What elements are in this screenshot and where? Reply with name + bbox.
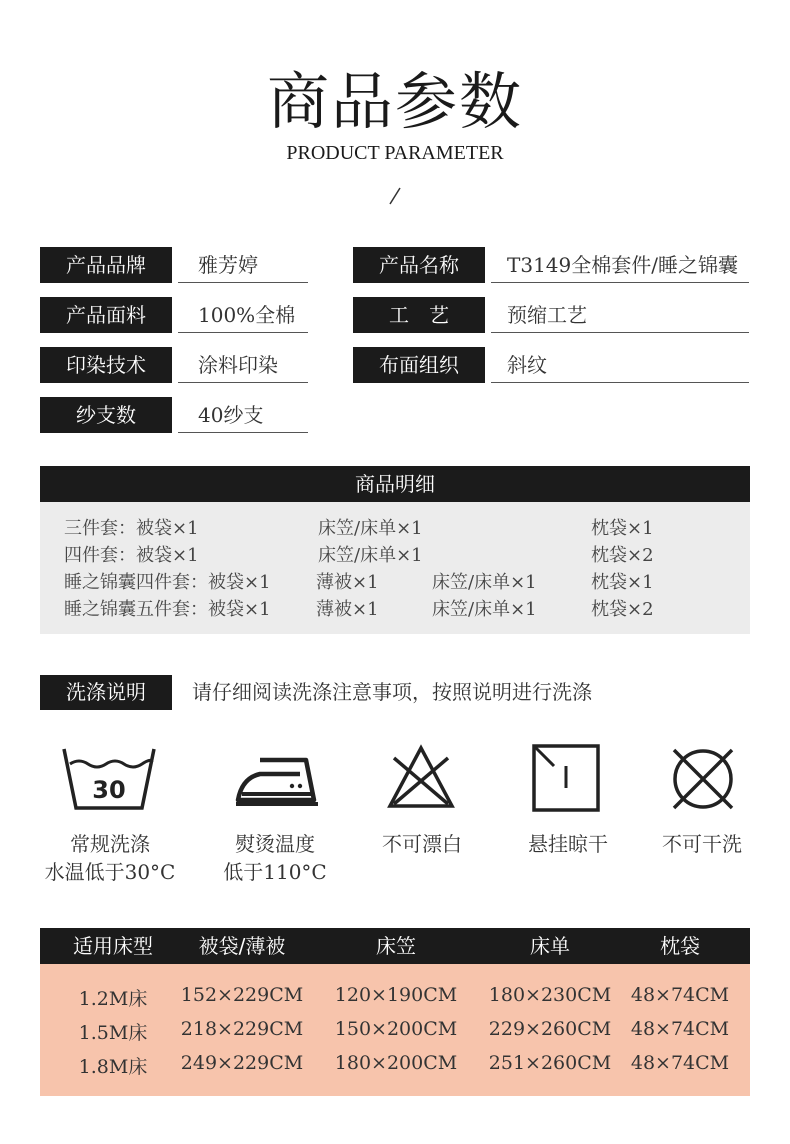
param-label: 产品品牌: [40, 247, 172, 283]
size-cell: 48×74CM: [630, 1018, 730, 1040]
param-label: 布面组织: [353, 347, 485, 383]
care-caption-no-dry-clean: [640, 830, 764, 858]
washing-label: 洗涤说明: [40, 675, 172, 710]
care-caption-line: 不可漂白: [382, 832, 462, 856]
iron-icon: [234, 750, 320, 810]
param-value: 100%全棉: [178, 297, 308, 333]
size-cell: 180×230CM: [488, 984, 612, 1006]
size-col-header: 适用床型: [73, 934, 153, 958]
size-table-header: [40, 928, 750, 964]
care-caption-line: 悬挂晾干: [528, 832, 608, 856]
page-title: 商品参数: [266, 65, 523, 138]
care-caption-line: 常规洗涤: [70, 832, 150, 856]
size-cell: 1.8M床: [78, 1056, 148, 1078]
hang-dry-icon: [532, 744, 600, 812]
size-cell: 48×74CM: [630, 1052, 730, 1074]
details-panel: [40, 502, 750, 634]
param-value: 涂料印染: [178, 347, 308, 383]
size-cell: 152×229CM: [180, 984, 304, 1006]
detail-cell: 床笠/床单×1: [318, 545, 423, 566]
size-table-body: [40, 964, 750, 1096]
detail-cell: 枕袋×1: [591, 572, 654, 593]
size-col-header: 被袋/薄被: [198, 934, 286, 958]
wash-temperature: 30: [92, 776, 126, 804]
size-cell: 1.5M床: [78, 1022, 148, 1044]
param-value: 雅芳婷: [178, 247, 308, 283]
param-label: 产品面料: [40, 297, 172, 333]
param-label: 工 艺: [353, 297, 485, 333]
size-cell: 218×229CM: [180, 1018, 304, 1040]
size-cell: 251×260CM: [488, 1052, 612, 1074]
page-subtitle: PRODUCT PARAMETER: [286, 142, 504, 164]
washing-note: 请仔细阅读洗涤注意事项，按照说明进行洗涤: [192, 680, 592, 704]
param-value: 40纱支: [178, 397, 308, 433]
size-cell: 120×190CM: [334, 984, 458, 1006]
details-title: 商品明细: [40, 466, 750, 502]
detail-cell: 睡之锦囊四件套：被袋×1: [64, 572, 271, 593]
detail-cell: 睡之锦囊五件套：被袋×1: [64, 599, 271, 620]
size-cell: 1.2M床: [78, 988, 148, 1010]
detail-cell: 枕袋×1: [591, 518, 654, 539]
detail-cell: 三件套：被袋×1: [64, 518, 199, 539]
detail-cell: 床笠/床单×1: [318, 518, 423, 539]
no-dry-clean-icon: [668, 744, 738, 814]
size-cell: 180×200CM: [334, 1052, 458, 1074]
detail-cell: 薄被×1: [316, 572, 379, 593]
param-label: 纱支数: [40, 397, 172, 433]
size-col-header: 床单: [530, 934, 570, 958]
param-label: 印染技术: [40, 347, 172, 383]
care-caption-no-bleach: [360, 830, 484, 858]
care-caption-line: 熨烫温度: [235, 832, 315, 856]
detail-cell: 枕袋×2: [591, 545, 654, 566]
size-cell: 48×74CM: [630, 984, 730, 1006]
param-value: 斜纹: [491, 347, 749, 383]
param-value: 预缩工艺: [491, 297, 749, 333]
care-caption-iron: [198, 830, 352, 886]
size-col-header: 枕袋: [660, 934, 700, 958]
size-cell: 249×229CM: [180, 1052, 304, 1074]
care-caption-wash: [30, 830, 190, 886]
care-caption-line: 低于110°C: [223, 860, 327, 884]
detail-cell: 四件套：被袋×1: [64, 545, 199, 566]
detail-cell: 薄被×1: [316, 599, 379, 620]
wash-30-icon: [60, 746, 158, 812]
care-caption-hang-dry: [506, 830, 630, 858]
size-col-header: 床笠: [376, 934, 416, 958]
size-cell: 229×260CM: [488, 1018, 612, 1040]
care-caption-line: 不可干洗: [662, 832, 742, 856]
detail-cell: 枕袋×2: [591, 599, 654, 620]
care-caption-line: 水温低于30°C: [44, 860, 176, 884]
param-value: T3149全棉套件/睡之锦囊: [491, 247, 749, 283]
detail-cell: 床笠/床单×1: [432, 599, 537, 620]
no-bleach-icon: [386, 744, 456, 810]
detail-cell: 床笠/床单×1: [432, 572, 537, 593]
size-cell: 150×200CM: [334, 1018, 458, 1040]
slash-divider-icon: [388, 186, 402, 206]
param-label: 产品名称: [353, 247, 485, 283]
